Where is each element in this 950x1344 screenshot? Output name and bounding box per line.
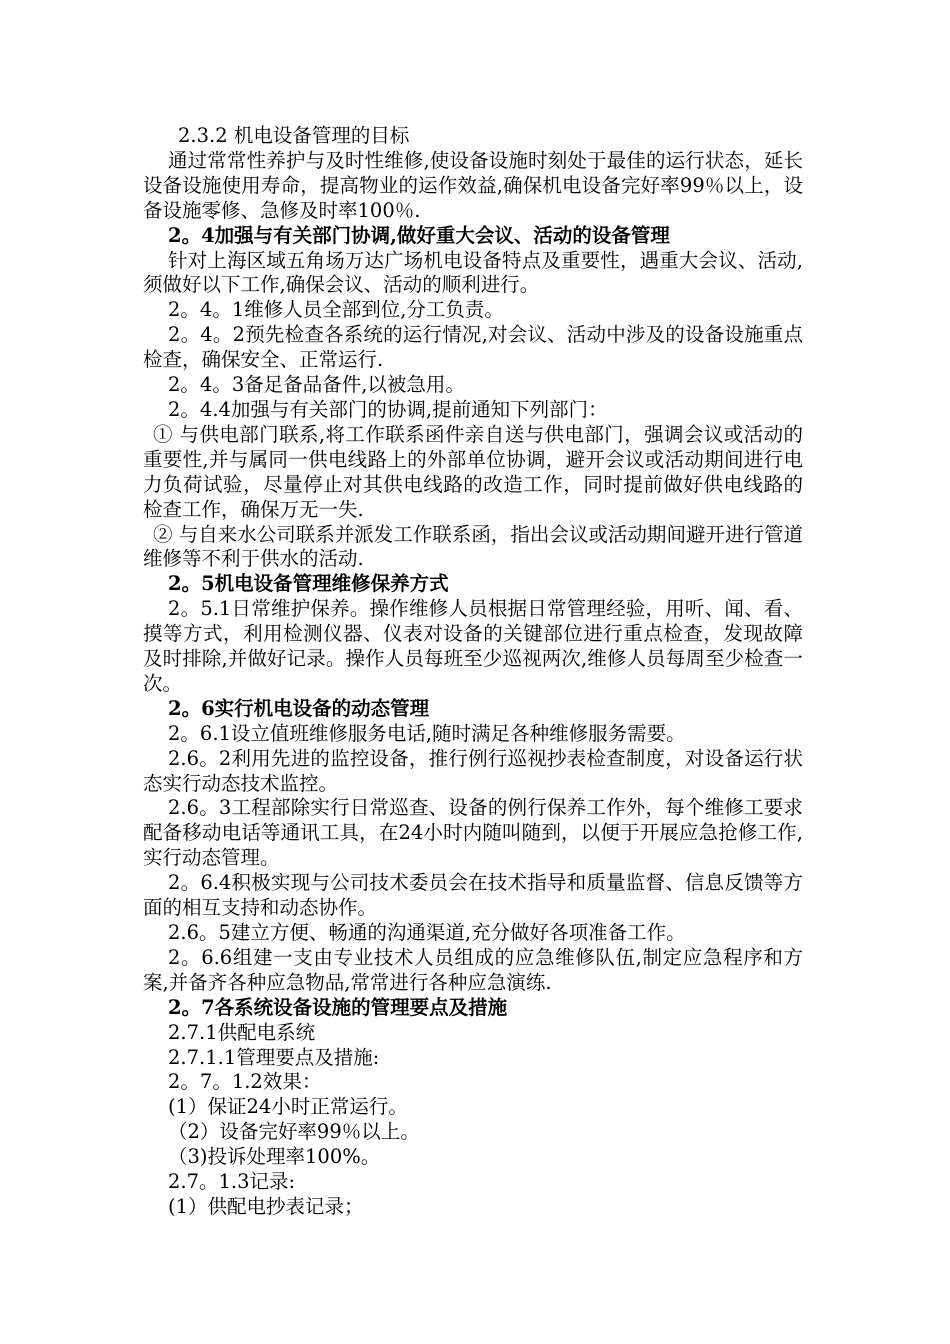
paragraph: 2。5.1日常维护保养。操作维修人员根据日常管理经验，用听、闻、看、摸等方式，利用检测仪器、仪表对设备的关键部位进行重点检查，发现故障及时排除,并做好记录。操作人员每班至少巡视两次,维修人员每周至少检查一次。 bbox=[143, 597, 803, 695]
sub-item: 2.7.1.1管理要点及措施: bbox=[168, 1045, 380, 1069]
sub-item: (1）供配电抄表记录； bbox=[168, 1194, 364, 1218]
list-paragraph: ② 与自来水公司联系并派发工作联系函，指出会议或活动期间避开进行管道维修等不利于供水的活动. bbox=[143, 522, 803, 571]
section-heading: 2。4加强与有关部门协调,做好重大会议、活动的设备管理 bbox=[168, 223, 670, 247]
section-heading: 2。6实行机电设备的动态管理 bbox=[168, 696, 430, 720]
section-heading: 2.3.2 机电设备管理的目标 bbox=[178, 124, 410, 147]
paragraph: 2。4。1维修人员全部到位,分工负责。 bbox=[168, 298, 504, 322]
sub-item: （3)投诉处理率100%。 bbox=[168, 1145, 381, 1169]
sub-item: 2.7。1.3记录: bbox=[168, 1170, 296, 1194]
paragraph: 2。6.6组建一支由专业技术人员组成的应急维修队伍,制定应急程序和方案,并备齐各种应急物品,常常进行各种应急演练. bbox=[143, 945, 803, 994]
paragraph: 2.6。2利用先进的监控设备，推行例行巡视抄表检查制度，对设备运行状态实行动态技术监控。 bbox=[143, 746, 803, 795]
paragraph: 2。6.1设立值班维修服务电话,随时满足各种维修服务需要。 bbox=[168, 721, 686, 745]
paragraph: 2。4.4加强与有关部门的协调,提前通知下列部门： bbox=[168, 397, 608, 421]
sub-item: （2）设备完好率99％以上。 bbox=[168, 1120, 420, 1144]
document-body bbox=[143, 124, 803, 1220]
sub-item: 2。7。1.2效果： bbox=[168, 1070, 322, 1094]
paragraph: 2。6.4积极实现与公司技术委员会在技术指导和质量监督、信息反馈等方面的相互支持和动态协作。 bbox=[143, 871, 803, 920]
paragraph: 2。4。3备足备品备件,以被急用。 bbox=[168, 373, 465, 397]
list-paragraph: ① 与供电部门联系,将工作联系函件亲自送与供电部门，强调会议或活动的重要性,并与属同一供电线路上的外部单位协调，避开会议或活动期间进行电力负荷试验，尽量停止对其供电线路的改造工作，同时提前做好供电线路的检查工作，确保万无一失. bbox=[143, 422, 803, 521]
paragraph: 通过常常性养护与及时性维修,使设备设施时刻处于最佳的运行状态，延长设备设施使用寿命，提高物业的运作效益,确保机电设备完好率99％以上，设备设施零修、急修及时率100％. bbox=[143, 148, 803, 222]
paragraph: 2。4。2预先检查各系统的运行情况,对会议、活动中涉及的设备设施重点检查，确保安全、正常运行. bbox=[143, 323, 803, 372]
section-heading: 2。5机电设备管理维修保养方式 bbox=[168, 572, 449, 596]
paragraph: 2.6。5建立方便、畅通的沟通渠道,充分做好各项准备工作。 bbox=[168, 921, 686, 944]
paragraph: 针对上海区域五角场万达广场机电设备特点及重要性，遇重大会议、活动,须做好以下工作,确保会议、活动的顺利进行。 bbox=[143, 248, 803, 297]
paragraph: 2.6。3工程部除实行日常巡查、设备的例行保养工作外，每个维修工要求配备移动电话等通讯工具，在24小时内随叫随到，以便于开展应急抢修工作,实行动态管理。 bbox=[143, 796, 803, 870]
sub-item: (1）保证24小时正常运行。 bbox=[168, 1095, 408, 1119]
section-heading: 2。7各系统设备设施的管理要点及措施 bbox=[168, 995, 508, 1019]
sub-item: 2.7.1供配电系统 bbox=[168, 1020, 316, 1044]
